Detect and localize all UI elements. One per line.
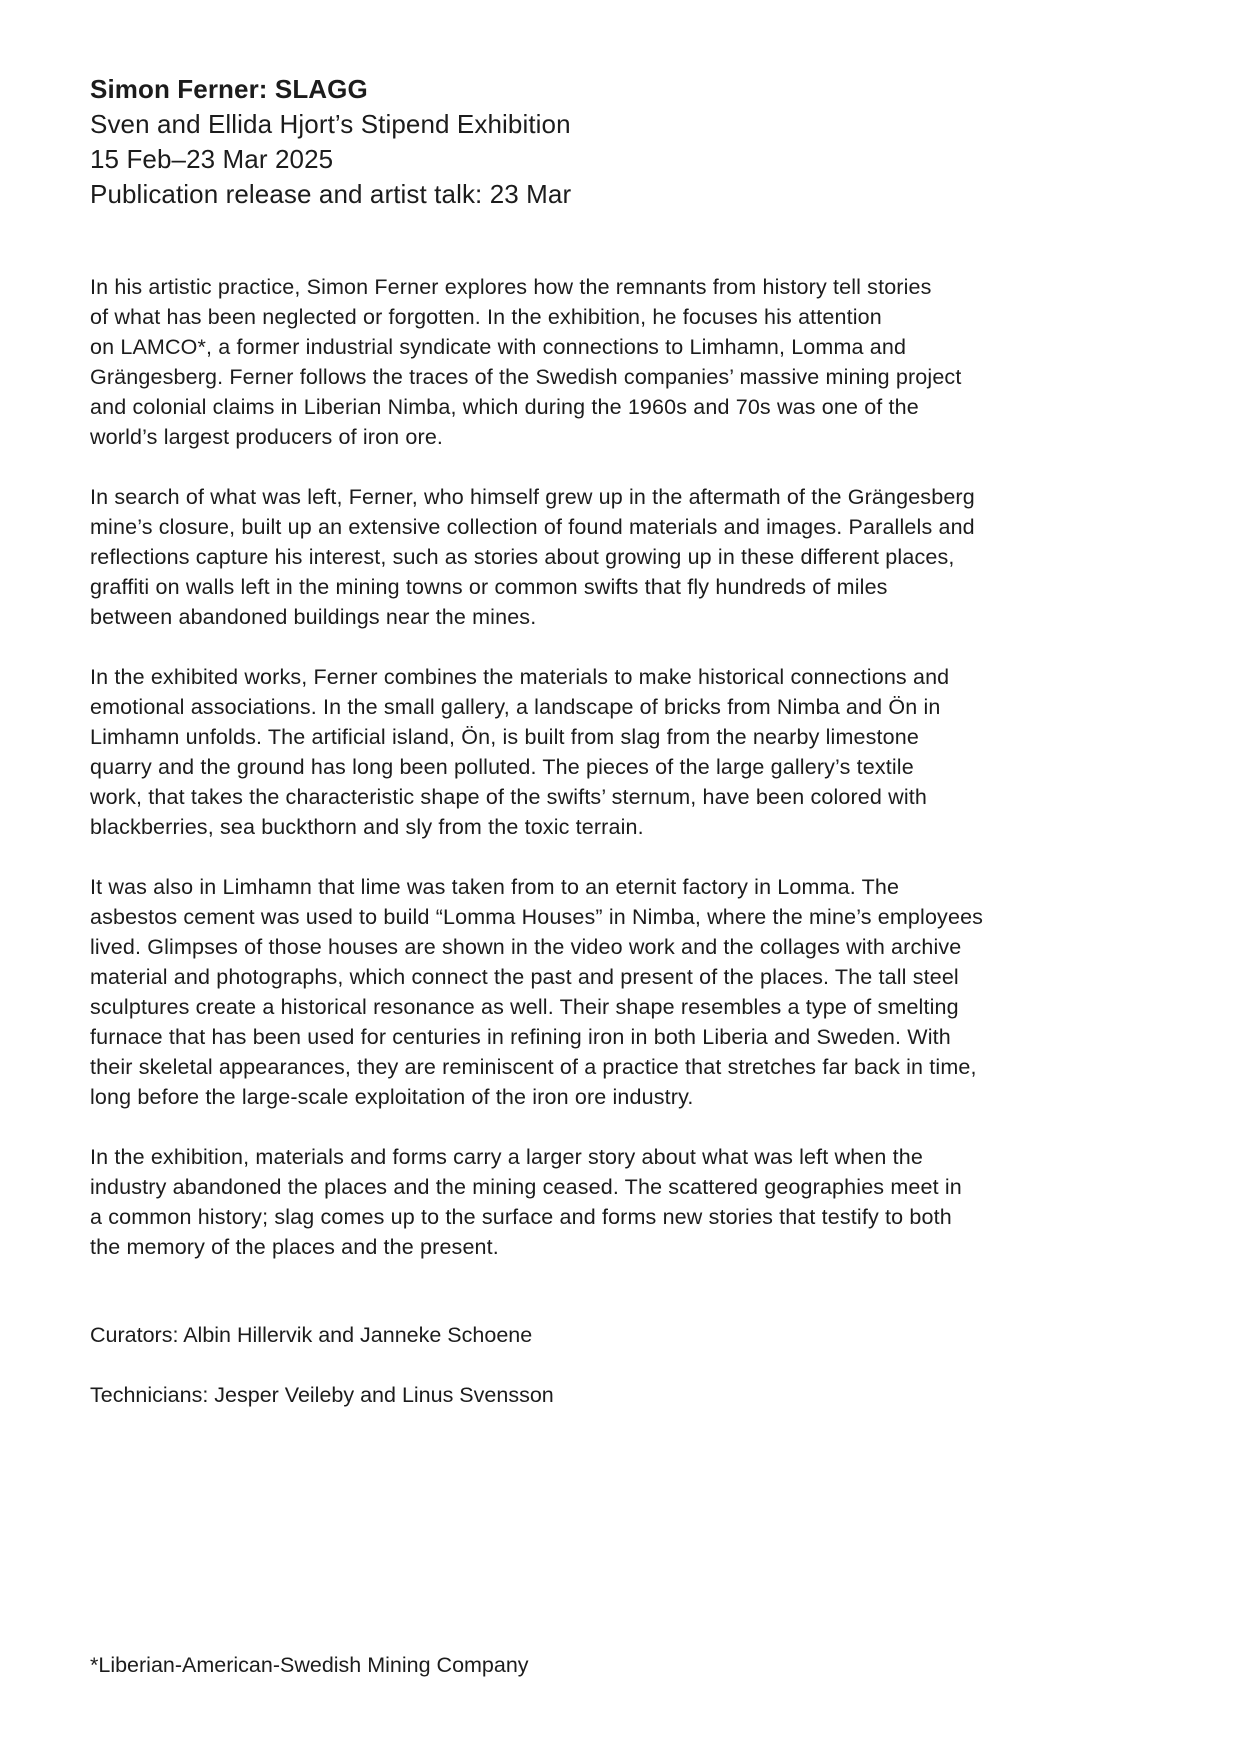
text-line: their skeletal appearances, they are reminiscent of a practice that stretches far back in time,: [90, 1055, 977, 1079]
curators-credit: Curators: Albin Hillervik and Janneke Schoene: [90, 1323, 533, 1347]
text-line: Limhamn unfolds. The artificial island, Ön, is built from slag from the nearby limestone: [90, 725, 919, 749]
text-line: the memory of the places and the present.: [90, 1235, 499, 1259]
text-line: furnace that has been used for centuries in refining iron in both Liberia and Sweden. With: [90, 1025, 951, 1049]
exhibition-title: Simon Ferner: SLAGG: [90, 74, 368, 104]
exhibition-dates: 15 Feb–23 Mar 2025: [90, 144, 334, 174]
text-line: world’s largest producers of iron ore.: [90, 425, 444, 449]
paragraph-3: [90, 662, 1190, 842]
paragraph-1: [90, 272, 1190, 452]
text-line: of what has been neglected or forgotten. In the exhibition, he focuses his attention: [90, 305, 882, 329]
text-line: industry abandoned the places and the mining ceased. The scattered geographies meet in: [90, 1175, 962, 1199]
text-line: blackberries, sea buckthorn and sly from the toxic terrain.: [90, 815, 644, 839]
paragraph-2: [90, 482, 1190, 632]
exhibition-subtitle: Sven and Ellida Hjort’s Stipend Exhibition: [90, 109, 571, 139]
text-line: reflections capture his interest, such as stories about growing up in these different places,: [90, 545, 955, 569]
technicians-credit: Technicians: Jesper Veileby and Linus Svensson: [90, 1383, 554, 1407]
text-line: quarry and the ground has long been polluted. The pieces of the large gallery’s textile: [90, 755, 914, 779]
text-line: asbestos cement was used to build “Lomma Houses” in Nimba, where the mine’s employees: [90, 905, 984, 929]
event-info: Publication release and artist talk: 23 Mar: [90, 179, 572, 209]
text-line: material and photographs, which connect the past and present of the places. The tall steel: [90, 965, 959, 989]
header: [90, 72, 571, 212]
text-line: mine’s closure, built up an extensive collection of found materials and images. Parallels and: [90, 515, 975, 539]
text-line: It was also in Limhamn that lime was taken from to an eternit factory in Lomma. The: [90, 875, 900, 899]
text-line: on LAMCO*, a former industrial syndicate with connections to Limhamn, Lomma and: [90, 335, 907, 359]
paragraph-5: [90, 1142, 1190, 1262]
text-line: emotional associations. In the small gallery, a landscape of bricks from Nimba and Ön in: [90, 695, 941, 719]
text-line: a common history; slag comes up to the surface and forms new stories that testify to both: [90, 1205, 952, 1229]
body-text: [90, 272, 1190, 1292]
text-line: between abandoned buildings near the mines.: [90, 605, 537, 629]
text-line: graffiti on walls left in the mining towns or common swifts that fly hundreds of miles: [90, 575, 888, 599]
text-line: work, that takes the characteristic shape of the swifts’ sternum, have been colored with: [90, 785, 927, 809]
footnote: *Liberian-American-Swedish Mining Company: [90, 1653, 529, 1677]
text-line: In search of what was left, Ferner, who himself grew up in the aftermath of the Grängesberg: [90, 485, 975, 509]
credits: [90, 1320, 554, 1440]
text-line: lived. Glimpses of those houses are shown in the video work and the collages with archive: [90, 935, 962, 959]
text-line: Grängesberg. Ferner follows the traces of the Swedish companies’ massive mining project: [90, 365, 962, 389]
text-line: In the exhibited works, Ferner combines the materials to make historical connections and: [90, 665, 950, 689]
text-line: and colonial claims in Liberian Nimba, which during the 1960s and 70s was one of the: [90, 395, 919, 419]
text-line: long before the large-scale exploitation of the iron ore industry.: [90, 1085, 694, 1109]
text-line: sculptures create a historical resonance as well. Their shape resembles a type of smelting: [90, 995, 959, 1019]
text-line: In his artistic practice, Simon Ferner explores how the remnants from history tell stories: [90, 275, 932, 299]
text-line: In the exhibition, materials and forms carry a larger story about what was left when the: [90, 1145, 923, 1169]
paragraph-4: [90, 872, 1190, 1112]
